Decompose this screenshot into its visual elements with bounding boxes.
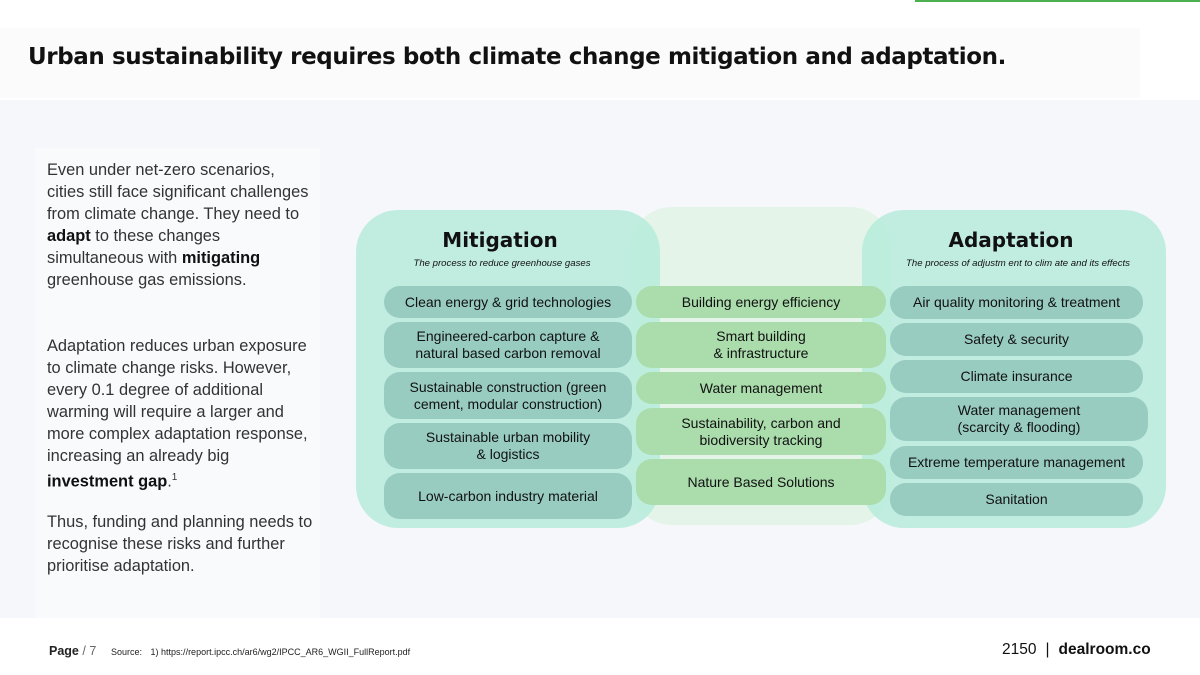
mitigation-title: Mitigation <box>442 228 558 252</box>
paragraph-net-zero: Even under net-zero scenarios, cities still face significant challenges from climate change. They need to adapt to these changes simultaneous with mitigating greenhouse gas emissions. <box>47 161 309 289</box>
source-label: Source: <box>111 647 143 657</box>
mitigation-item: Sustainable construction (green cement, modular construction) <box>384 372 632 419</box>
adaptation-item: Extreme temperature management <box>890 446 1143 479</box>
mitigation-subtitle: The process to reduce greenhouse gases <box>413 258 591 269</box>
brand-2150: 2150 <box>1002 641 1037 658</box>
page-label: Page <box>49 644 79 658</box>
mitigation-item: Clean energy & grid technologies <box>384 286 632 318</box>
adaptation-item: Safety & security <box>890 323 1143 356</box>
overlap-item: Water management <box>636 372 886 404</box>
adaptation-item: Air quality monitoring & treatment <box>890 286 1143 319</box>
page-title: Urban sustainability requires both climate change mitigation and adaptation. <box>28 44 1006 70</box>
brand-separator: | <box>1045 641 1050 658</box>
paragraph-funding: Thus, funding and planning needs to recognise these risks and further prioritise adaptation. <box>47 513 313 575</box>
overlap-item: Building energy efficiency <box>636 286 886 318</box>
overlap-item: Nature Based Solutions <box>636 459 886 505</box>
source-link[interactable]: 1) https://report.ipcc.ch/ar6/wg2/IPCC_AR6_WGII_FullReport.pdf <box>150 647 411 657</box>
overlap-item: Smart building & infrastructure <box>636 322 886 368</box>
adaptation-title: Adaptation <box>948 228 1074 252</box>
source-note <box>111 647 410 657</box>
mitigation-item: Low-carbon industry material <box>384 473 632 519</box>
paragraph-adaptation: Adaptation reduces urban exposure to climate change risks. However, every 0.1 degree of additional warming will require a larger and more complex adaptation response, increasing an already big investment gap.$^1$ <box>47 337 308 491</box>
adaptation-item: Sanitation <box>890 483 1143 516</box>
overlap-item: Sustainability, carbon and biodiversity tracking <box>636 408 886 455</box>
mitigation-item: Sustainable urban mobility & logistics <box>384 423 632 469</box>
brand-logo <box>1002 641 1151 659</box>
adaptation-subtitle: The process of adjustm ent to clim ate and its effects <box>906 258 1130 269</box>
brand-dealroom: dealroom.co <box>1058 641 1151 658</box>
adaptation-item: Water management (scarcity & flooding) <box>890 397 1148 441</box>
page-indicator <box>49 644 96 658</box>
mitigation-item: Engineered-carbon capture & natural based carbon removal <box>384 322 632 368</box>
top-accent-line <box>915 0 1200 2</box>
page-total: / 7 <box>82 644 97 658</box>
adaptation-item: Climate insurance <box>890 360 1143 393</box>
